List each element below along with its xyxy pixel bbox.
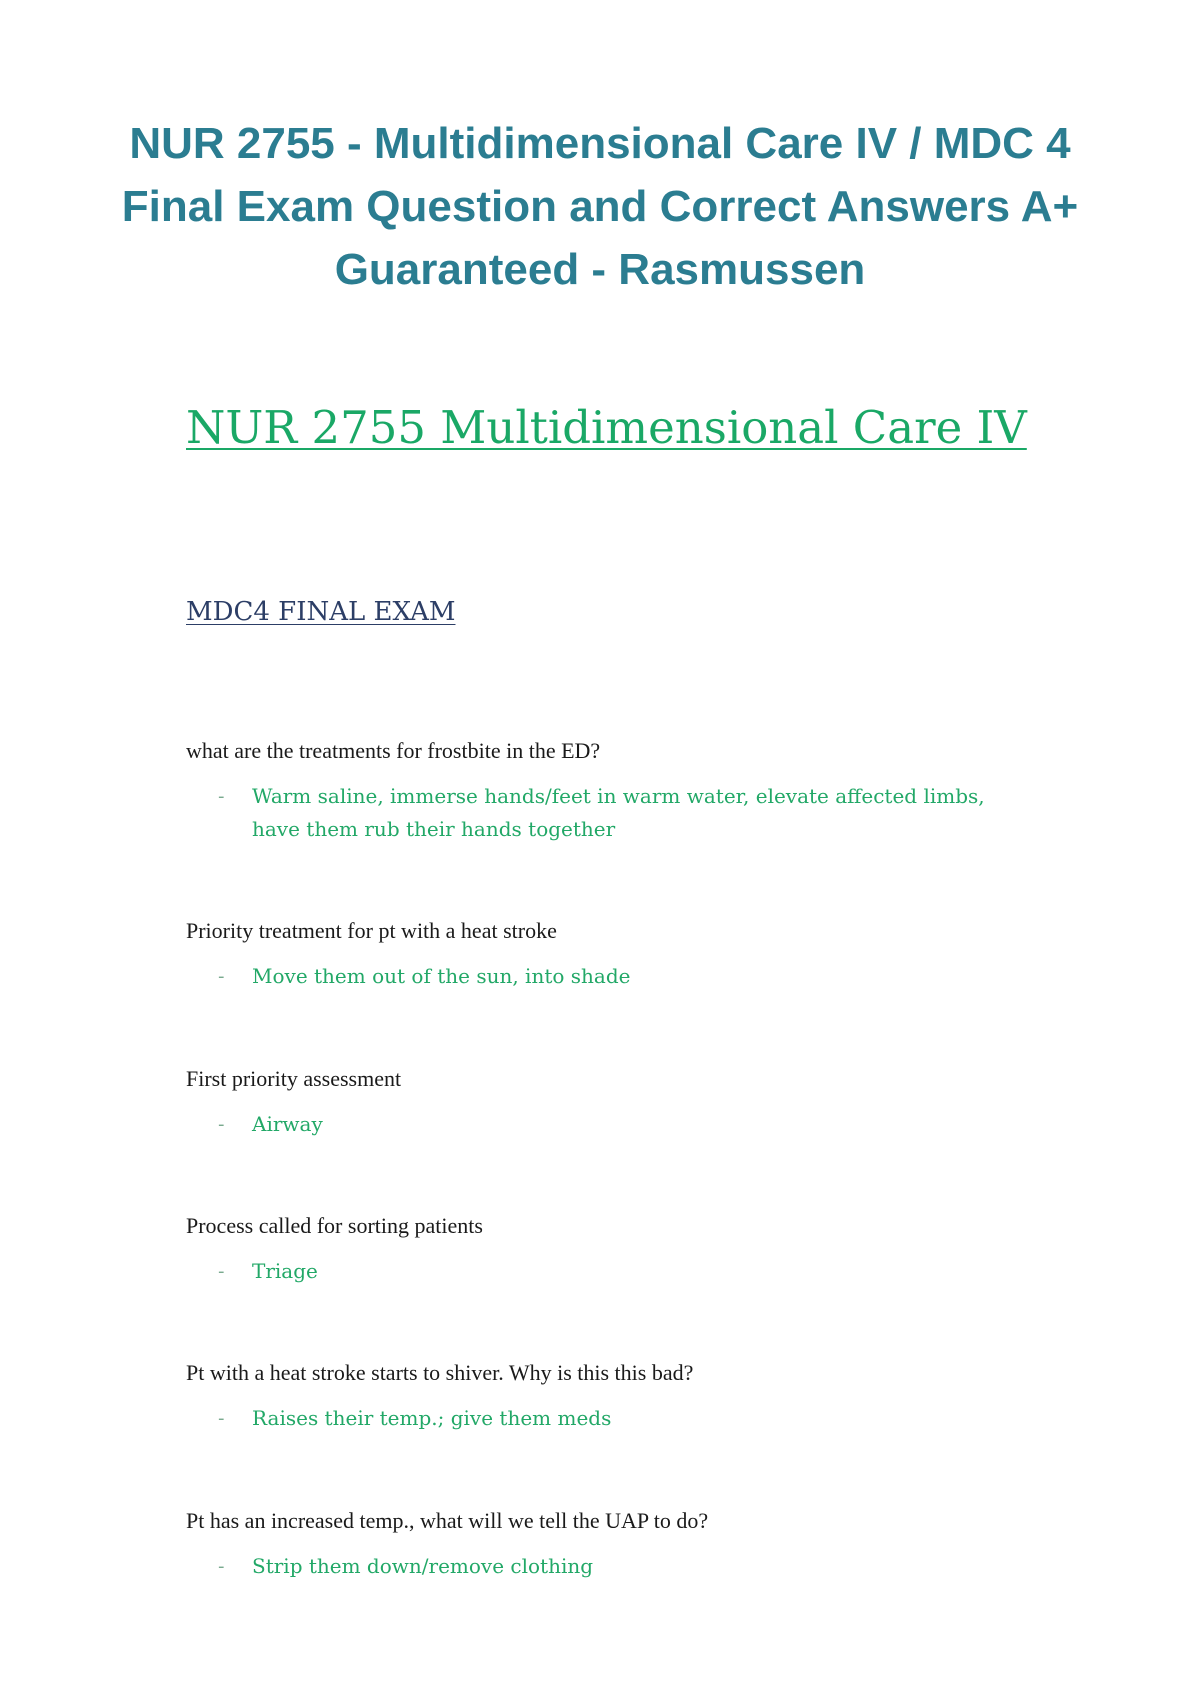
question-text: Priority treatment for pt with a heat stroke <box>186 918 557 943</box>
question-text: Pt with a heat stroke starts to shiver. Why is this this bad? <box>186 1360 694 1385</box>
section-heading: MDC4 FINAL EXAM <box>186 597 456 627</box>
course-heading: NUR 2755 Multidimensional Care IV <box>186 401 1027 454</box>
question-text: Process called for sorting patients <box>186 1213 483 1238</box>
answer-text: Warm saline, immerse hands/feet in warm water, elevate affected limbs, have them rub their hands together <box>252 784 985 841</box>
answer-item <box>186 960 1006 993</box>
answer-text: Raises their temp.; give them meds <box>252 1406 612 1430</box>
answer-text: Strip them down/remove clothing <box>252 1554 594 1578</box>
bullet-dash-icon: - <box>218 1556 225 1577</box>
answer-list <box>186 1255 1006 1288</box>
question-text: what are the treatments for frostbite in the ED? <box>186 738 601 763</box>
qa-item <box>186 1506 1006 1583</box>
answer-item <box>186 1550 1006 1583</box>
qa-item <box>186 1064 1006 1141</box>
bullet-dash-icon: - <box>218 786 225 807</box>
answer-list <box>186 1402 1006 1435</box>
answer-text: Airway <box>252 1112 323 1136</box>
answer-item <box>186 780 1006 846</box>
document-title: NUR 2755 - Multidimensional Care IV / MDC 4 Final Exam Question and Correct Answers A+ Guaranteed - Rasmussen <box>121 119 1079 294</box>
bullet-dash-icon: - <box>218 1261 225 1282</box>
question-text: Pt has an increased temp., what will we tell the UAP to do? <box>186 1508 709 1533</box>
answer-list <box>186 1550 1006 1583</box>
answer-item <box>186 1108 1006 1141</box>
answer-item <box>186 1255 1006 1288</box>
qa-item <box>186 1211 1006 1288</box>
answer-list <box>186 960 1006 993</box>
qa-item <box>186 736 1006 846</box>
question-text: First priority assessment <box>186 1066 402 1091</box>
answer-list <box>186 780 1006 846</box>
bullet-dash-icon: - <box>218 966 225 987</box>
answer-text: Move them out of the sun, into shade <box>252 964 631 988</box>
qa-item <box>186 916 1006 993</box>
bullet-dash-icon: - <box>218 1114 225 1135</box>
answer-item <box>186 1402 1006 1435</box>
answer-list <box>186 1108 1006 1141</box>
bullet-dash-icon: - <box>218 1408 225 1429</box>
answer-text: Triage <box>252 1259 318 1283</box>
qa-item <box>186 1358 1006 1435</box>
